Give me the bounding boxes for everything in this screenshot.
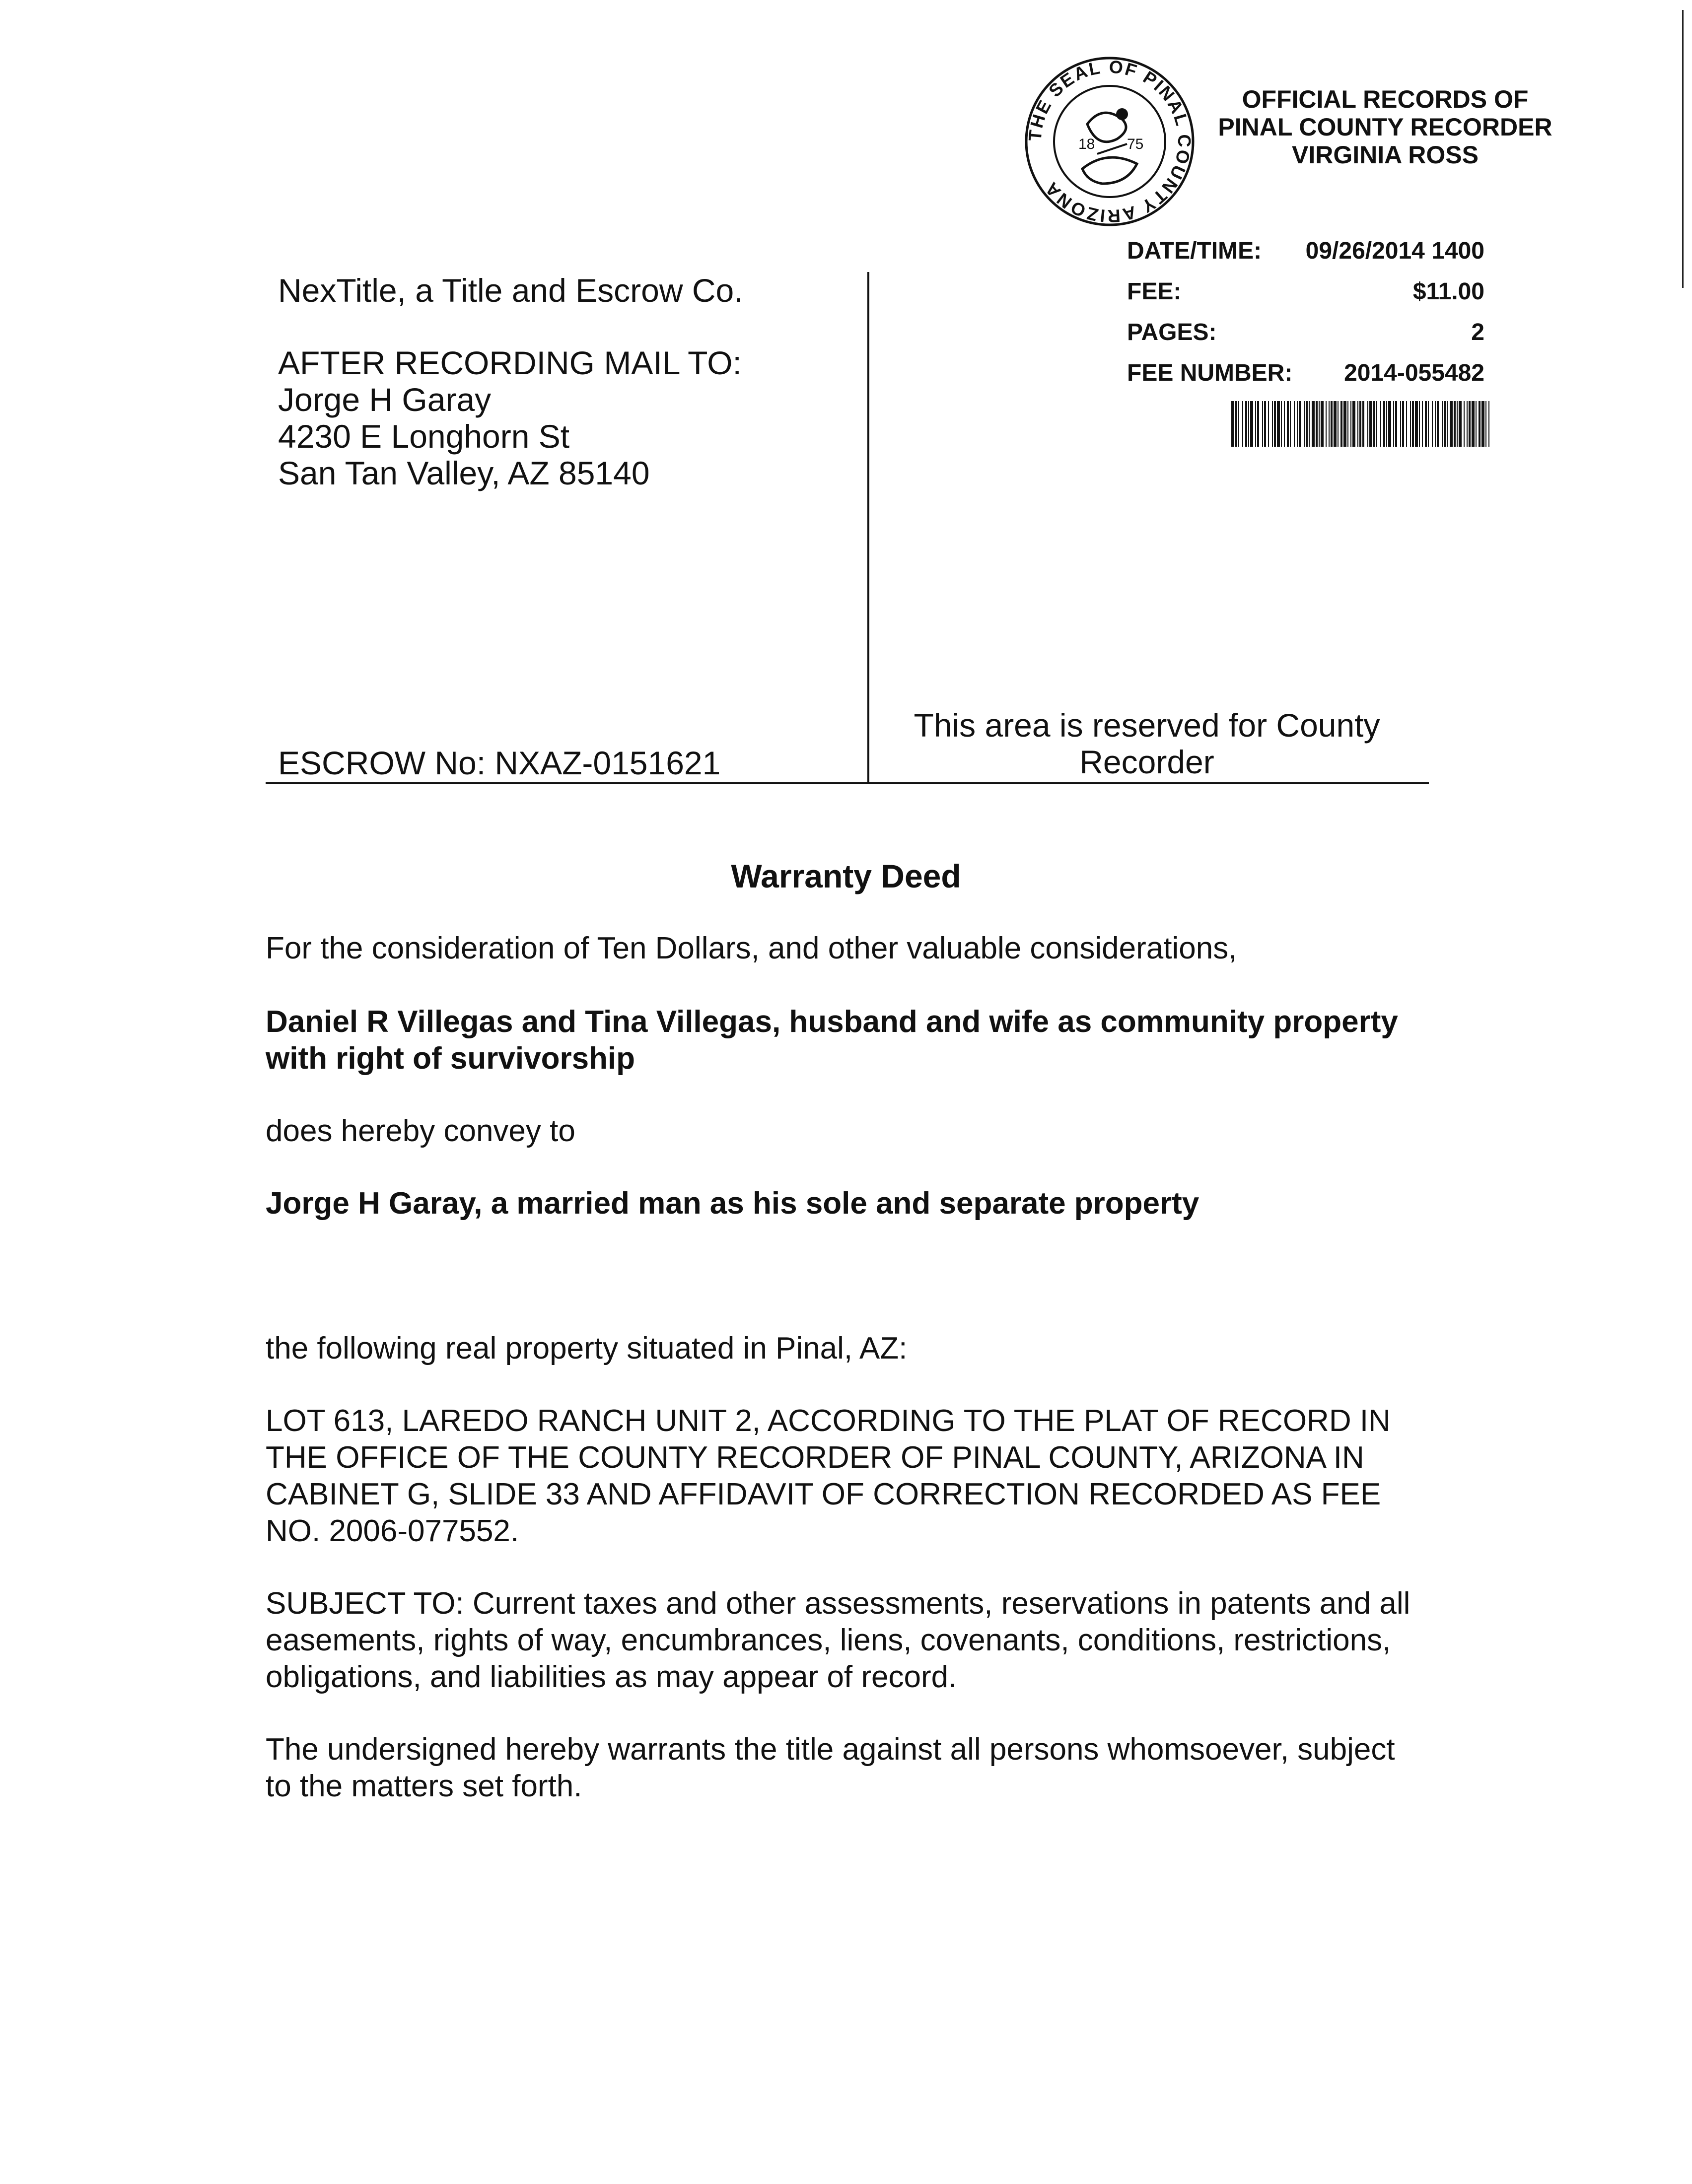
pages-row xyxy=(1127,318,1484,347)
barcode-bar xyxy=(1297,401,1298,447)
barcode-bar xyxy=(1340,401,1342,447)
barcode-bar xyxy=(1277,401,1280,447)
barcode-bar xyxy=(1425,401,1427,447)
mail-to-label: AFTER RECORDING MAIL TO: xyxy=(278,344,742,381)
barcode-bar xyxy=(1338,401,1339,447)
seal-year-left: 18 xyxy=(1078,136,1095,152)
fee-number-row xyxy=(1127,358,1484,388)
fee-label: FEE: xyxy=(1127,278,1182,305)
company-name: NexTitle, a Title and Escrow Co. xyxy=(278,272,743,309)
recorder-heading xyxy=(1201,85,1569,169)
convey-text: does hereby convey to xyxy=(266,1114,575,1148)
barcode-bar xyxy=(1274,401,1276,447)
datetime-row xyxy=(1127,236,1484,266)
barcode-bar xyxy=(1281,401,1282,447)
barcode-bar xyxy=(1231,401,1234,447)
subject-to-text xyxy=(266,1585,1410,1696)
barcode-bar xyxy=(1319,401,1320,447)
barcode-bar xyxy=(1294,401,1295,447)
legal-line-2: THE OFFICE OF THE COUNTY RECORDER OF PINAL COUNTY, ARIZONA IN xyxy=(266,1440,1364,1475)
grantee-text: Jorge H Garay, a married man as his sole and separate property xyxy=(266,1186,1199,1221)
fee-number-label: FEE NUMBER: xyxy=(1127,360,1293,386)
barcode-bar xyxy=(1329,401,1330,447)
barcode-bar xyxy=(1287,401,1289,447)
scan-edge-mark xyxy=(1682,10,1684,288)
recorder-line-3: VIRGINIA ROSS xyxy=(1292,141,1479,169)
legal-line-1: LOT 613, LAREDO RANCH UNIT 2, ACCORDING TO THE PLAT OF RECORD IN xyxy=(266,1404,1391,1438)
reserved-line-2: Recorder xyxy=(1079,744,1214,780)
barcode-bar xyxy=(1362,401,1364,447)
legal-line-4: NO. 2006-077552. xyxy=(266,1514,519,1548)
consideration-text: For the consideration of Ten Dollars, and other valuable considerations, xyxy=(266,931,1237,965)
barcode-bar xyxy=(1367,401,1368,447)
barcode-bar xyxy=(1415,401,1418,447)
barcode-bar xyxy=(1412,401,1414,447)
barcode-bar xyxy=(1444,401,1446,447)
barcode-bar xyxy=(1437,401,1439,447)
barcode-bar xyxy=(1422,401,1423,447)
grantor-line-2: with right of survivorship xyxy=(266,1041,635,1076)
barcode-bar xyxy=(1450,401,1453,447)
barcode-bar xyxy=(1238,401,1239,447)
barcode-bar xyxy=(1469,401,1471,447)
subject-line-3: obligations, and liabilities as may appear of record. xyxy=(266,1660,957,1694)
barcode-bar xyxy=(1432,401,1433,447)
barcode-bar xyxy=(1457,401,1458,447)
barcode-bar xyxy=(1472,401,1475,447)
barcode-bar xyxy=(1309,401,1310,447)
barcode-bar xyxy=(1326,401,1327,447)
barcode-bar xyxy=(1376,401,1377,447)
barcode-bar xyxy=(1264,401,1266,447)
barcode-bar xyxy=(1442,401,1443,447)
reserved-line-1: This area is reserved for County xyxy=(914,707,1380,744)
deed-title: Warranty Deed xyxy=(731,858,961,894)
barcode-bar xyxy=(1290,401,1291,447)
escrow-number: ESCROW No: NXAZ-0151621 xyxy=(278,745,721,781)
barcode-bar xyxy=(1428,401,1429,447)
barcode-bar xyxy=(1406,401,1407,447)
barcode-bar xyxy=(1331,401,1333,447)
reserved-area-note xyxy=(874,707,1420,780)
recorder-line-1: OFFICIAL RECORDS OF xyxy=(1242,85,1529,113)
property-intro: the following real property situated in Pinal, AZ: xyxy=(266,1331,908,1365)
subject-line-2: easements, rights of way, encumbrances, liens, covenants, conditions, restrictions, xyxy=(266,1623,1391,1657)
barcode-bar xyxy=(1350,401,1351,447)
legal-description xyxy=(266,1403,1391,1550)
barcode-bar xyxy=(1410,401,1411,447)
barcode-bar xyxy=(1250,401,1253,447)
barcode-bar xyxy=(1388,401,1391,447)
county-seal-icon xyxy=(1023,55,1197,228)
barcode-bar xyxy=(1316,401,1318,447)
barcode-bar xyxy=(1454,401,1456,447)
recorder-line-2: PINAL COUNTY RECORDER xyxy=(1218,113,1552,141)
barcode-bar xyxy=(1393,401,1394,447)
pages-label: PAGES: xyxy=(1127,319,1217,345)
warranty-line-2: to the matters set forth. xyxy=(266,1769,582,1803)
barcode-bar xyxy=(1459,401,1462,447)
barcode-bar xyxy=(1235,401,1237,447)
grantor-text xyxy=(266,1004,1398,1077)
barcode-bar xyxy=(1467,401,1468,447)
barcode-bar xyxy=(1272,401,1273,447)
barcode-bar xyxy=(1386,401,1387,447)
warranty-line-1: The undersigned hereby warrants the title against all persons whomsoever, subject xyxy=(266,1732,1395,1767)
fee-row xyxy=(1127,277,1484,307)
barcode-bar xyxy=(1343,401,1346,447)
barcode-bar xyxy=(1255,401,1256,447)
barcode-bar xyxy=(1352,401,1355,447)
pages-value: 2 xyxy=(1471,319,1484,345)
warranty-text xyxy=(266,1731,1395,1805)
barcode-bar xyxy=(1347,401,1348,447)
barcode-bar xyxy=(1248,401,1249,447)
barcode-bar xyxy=(1257,401,1259,447)
barcode-bar xyxy=(1299,401,1301,447)
mail-to-name: Jorge H Garay xyxy=(278,381,492,418)
subject-line-1: SUBJECT TO: Current taxes and other assessments, reservations in patents and all xyxy=(266,1586,1410,1621)
barcode-bar xyxy=(1481,401,1484,447)
barcode-bar xyxy=(1488,401,1489,447)
barcode-bar xyxy=(1334,401,1337,447)
barcode-bar xyxy=(1242,401,1243,447)
barcode-bar xyxy=(1476,401,1477,447)
seal-year-right: 75 xyxy=(1127,136,1144,152)
datetime-value: 09/26/2014 1400 xyxy=(1305,238,1484,264)
barcode-bar xyxy=(1447,401,1448,447)
datetime-label: DATE/TIME: xyxy=(1127,238,1262,264)
barcode-bar xyxy=(1369,401,1372,447)
barcode-bar xyxy=(1464,401,1465,447)
barcode-bar xyxy=(1304,401,1305,447)
legal-line-3: CABINET G, SLIDE 33 AND AFFIDAVIT OF CORRECTION RECORDED AS FEE xyxy=(266,1477,1381,1511)
barcode-bar xyxy=(1321,401,1324,447)
barcode-bar xyxy=(1312,401,1315,447)
barcode-bar xyxy=(1245,401,1247,447)
barcode xyxy=(1231,401,1489,447)
grantor-line-1: Daniel R Villegas and Tina Villegas, husband and wife as community property xyxy=(266,1005,1398,1039)
barcode-bar xyxy=(1373,401,1375,447)
barcode-bar xyxy=(1485,401,1486,447)
barcode-bar xyxy=(1357,401,1358,447)
barcode-bar xyxy=(1262,401,1263,447)
barcode-bar xyxy=(1400,401,1401,447)
barcode-bar xyxy=(1268,401,1269,447)
barcode-bar xyxy=(1419,401,1420,447)
fee-number-value: 2014-055482 xyxy=(1344,360,1484,386)
barcode-bar xyxy=(1435,401,1436,447)
barcode-bar xyxy=(1284,401,1285,447)
mail-to-street: 4230 E Longhorn St xyxy=(278,418,570,455)
barcode-bar xyxy=(1479,401,1480,447)
barcode-bar xyxy=(1383,401,1385,447)
barcode-bar xyxy=(1395,401,1397,447)
header-divider-horizontal xyxy=(266,782,1429,784)
fee-value: $11.00 xyxy=(1412,278,1484,305)
barcode-bar xyxy=(1380,401,1381,447)
mail-to-city: San Tan Valley, AZ 85140 xyxy=(278,455,650,491)
barcode-bar xyxy=(1359,401,1361,447)
barcode-bar xyxy=(1306,401,1308,447)
barcode-bar xyxy=(1402,401,1404,447)
seal-ring-text: THE SEAL OF PINAL COUNTY ARIZONA xyxy=(1024,56,1195,227)
header-divider-vertical xyxy=(867,272,869,783)
